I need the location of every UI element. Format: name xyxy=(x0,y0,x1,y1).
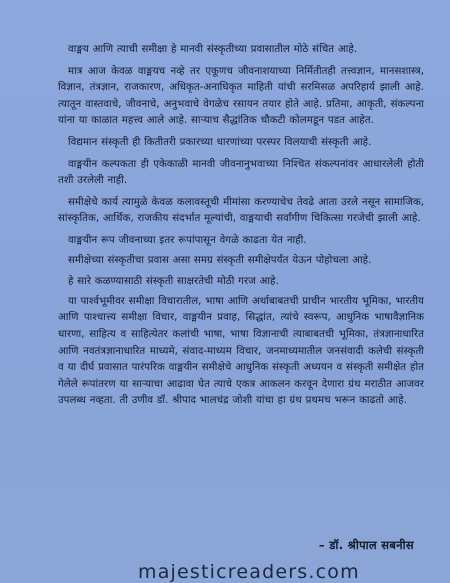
paragraph: मात्र आज केवळ वाङ्मयच नव्हे तर एकूणच जीवनाशयाच्या निर्मितीतही तत्त्वज्ञान, मानसशास्त्र, विज्ञान, तंत्रज्ञान, राजकारण, अधिकृत-अनाधिकृत माहिती यांची सरमिसळ अपरिहार्य झाली आहे. त्यातून वास्तवाचे, जीवनाचे, अनुभवाचे वेगळेच रसायन तयार होते आहे. प्रतिमा, आकृती, संकल्पना यांना या काळात महत्त्व आले आहे. साऱ्याच सैद्धांतिक चौकटी कोलमडून पडत आहेत. xyxy=(58,65,424,127)
paragraph: समीक्षेच्या संस्कृतीचा प्रवास असा समग्र संस्कृती समीक्षेपर्यंत येऊन पोहोचला आहे. xyxy=(68,254,372,266)
paragraph: समीक्षेचे कार्य त्यामुळे केवळ कलावस्तूची मीमांसा करण्याचेच तेवढे आता उरले नसून सामाजिक, सांस्कृतिक, आर्थिक, राजकीय संदर्भात मूल्यांची, वाङ्मयाची सर्वांगीण चिकित्सा गरजेची झाली आहे. xyxy=(58,196,424,225)
paragraph: वाङ्मय आणि त्याची समीक्षा हे मानवी संस्कृतीच्या प्रवासातील मोठे संचित आहे. xyxy=(68,44,358,55)
paragraph: विद्यमान संस्कृती ही कितीतरी प्रकारच्या धारणांच्या परस्पर विलयाची संस्कृती आहे. xyxy=(68,136,372,148)
blurb-text-block xyxy=(58,42,424,415)
paragraph: हे सारे कळण्यासाठी संस्कृती साक्षरतेची मोठी गरज आहे. xyxy=(68,276,279,288)
paragraph: या पार्श्वभूमीवर समीक्षा विचारातील, भाषा आणि अर्थाबाबतची प्राचीन भारतीय भूमिका, भारतीय आणि पाश्चात्त्य समीक्षा विचार, वाङ्मयीन प्रवाह, सिद्धांत, त्यांचे स्वरूप, आधुनिक भाषावैज्ञानिक धारणा, साहित्य व साहित्येतर कलांची भाषा, भाषा विज्ञानाची त्याबाबतची भूमिका, तंत्रज्ञानाधारित आणि नवतंत्रज्ञानाधारित माध्यमे, संवाद-माध्यम विचार, जनमाध्यमातील जनसंवादी कलेची संस्कृती व या दीर्घ प्रवासात पारंपरिक वाङ्मयीन समीक्षेचे आधुनिक संस्कृती अध्ययन व संस्कृती समीक्षेत होत गेलेले रूपांतरण या साऱ्याचा आढावा घेत त्याचे एकत्र आकलन करवून देणारा ग्रंथ मराठीत आजवर उपलब्ध नव्हता. ती उणीव डॉ. श्रीपाद भालचंद्र जोशी यांचा हा ग्रंथ प्रथमच भरून काढतो आहे. xyxy=(58,295,424,407)
paragraph: वाङ्मयीन रूप जीवनाच्या इतर रूपांपासून वेगळे काढता येत नाही. xyxy=(68,234,307,246)
author-signature: – डॉ. श्रीपाल सबनीस xyxy=(318,538,414,552)
paragraph: वाङ्मयीन कल्पकता ही एकेकाळी मानवी जीवनानुभवाच्या निश्चित संकल्पनांवर आधारलेली होती तशी उरलेली नाही. xyxy=(58,158,424,187)
website-watermark: majesticreaders.com xyxy=(138,561,360,583)
